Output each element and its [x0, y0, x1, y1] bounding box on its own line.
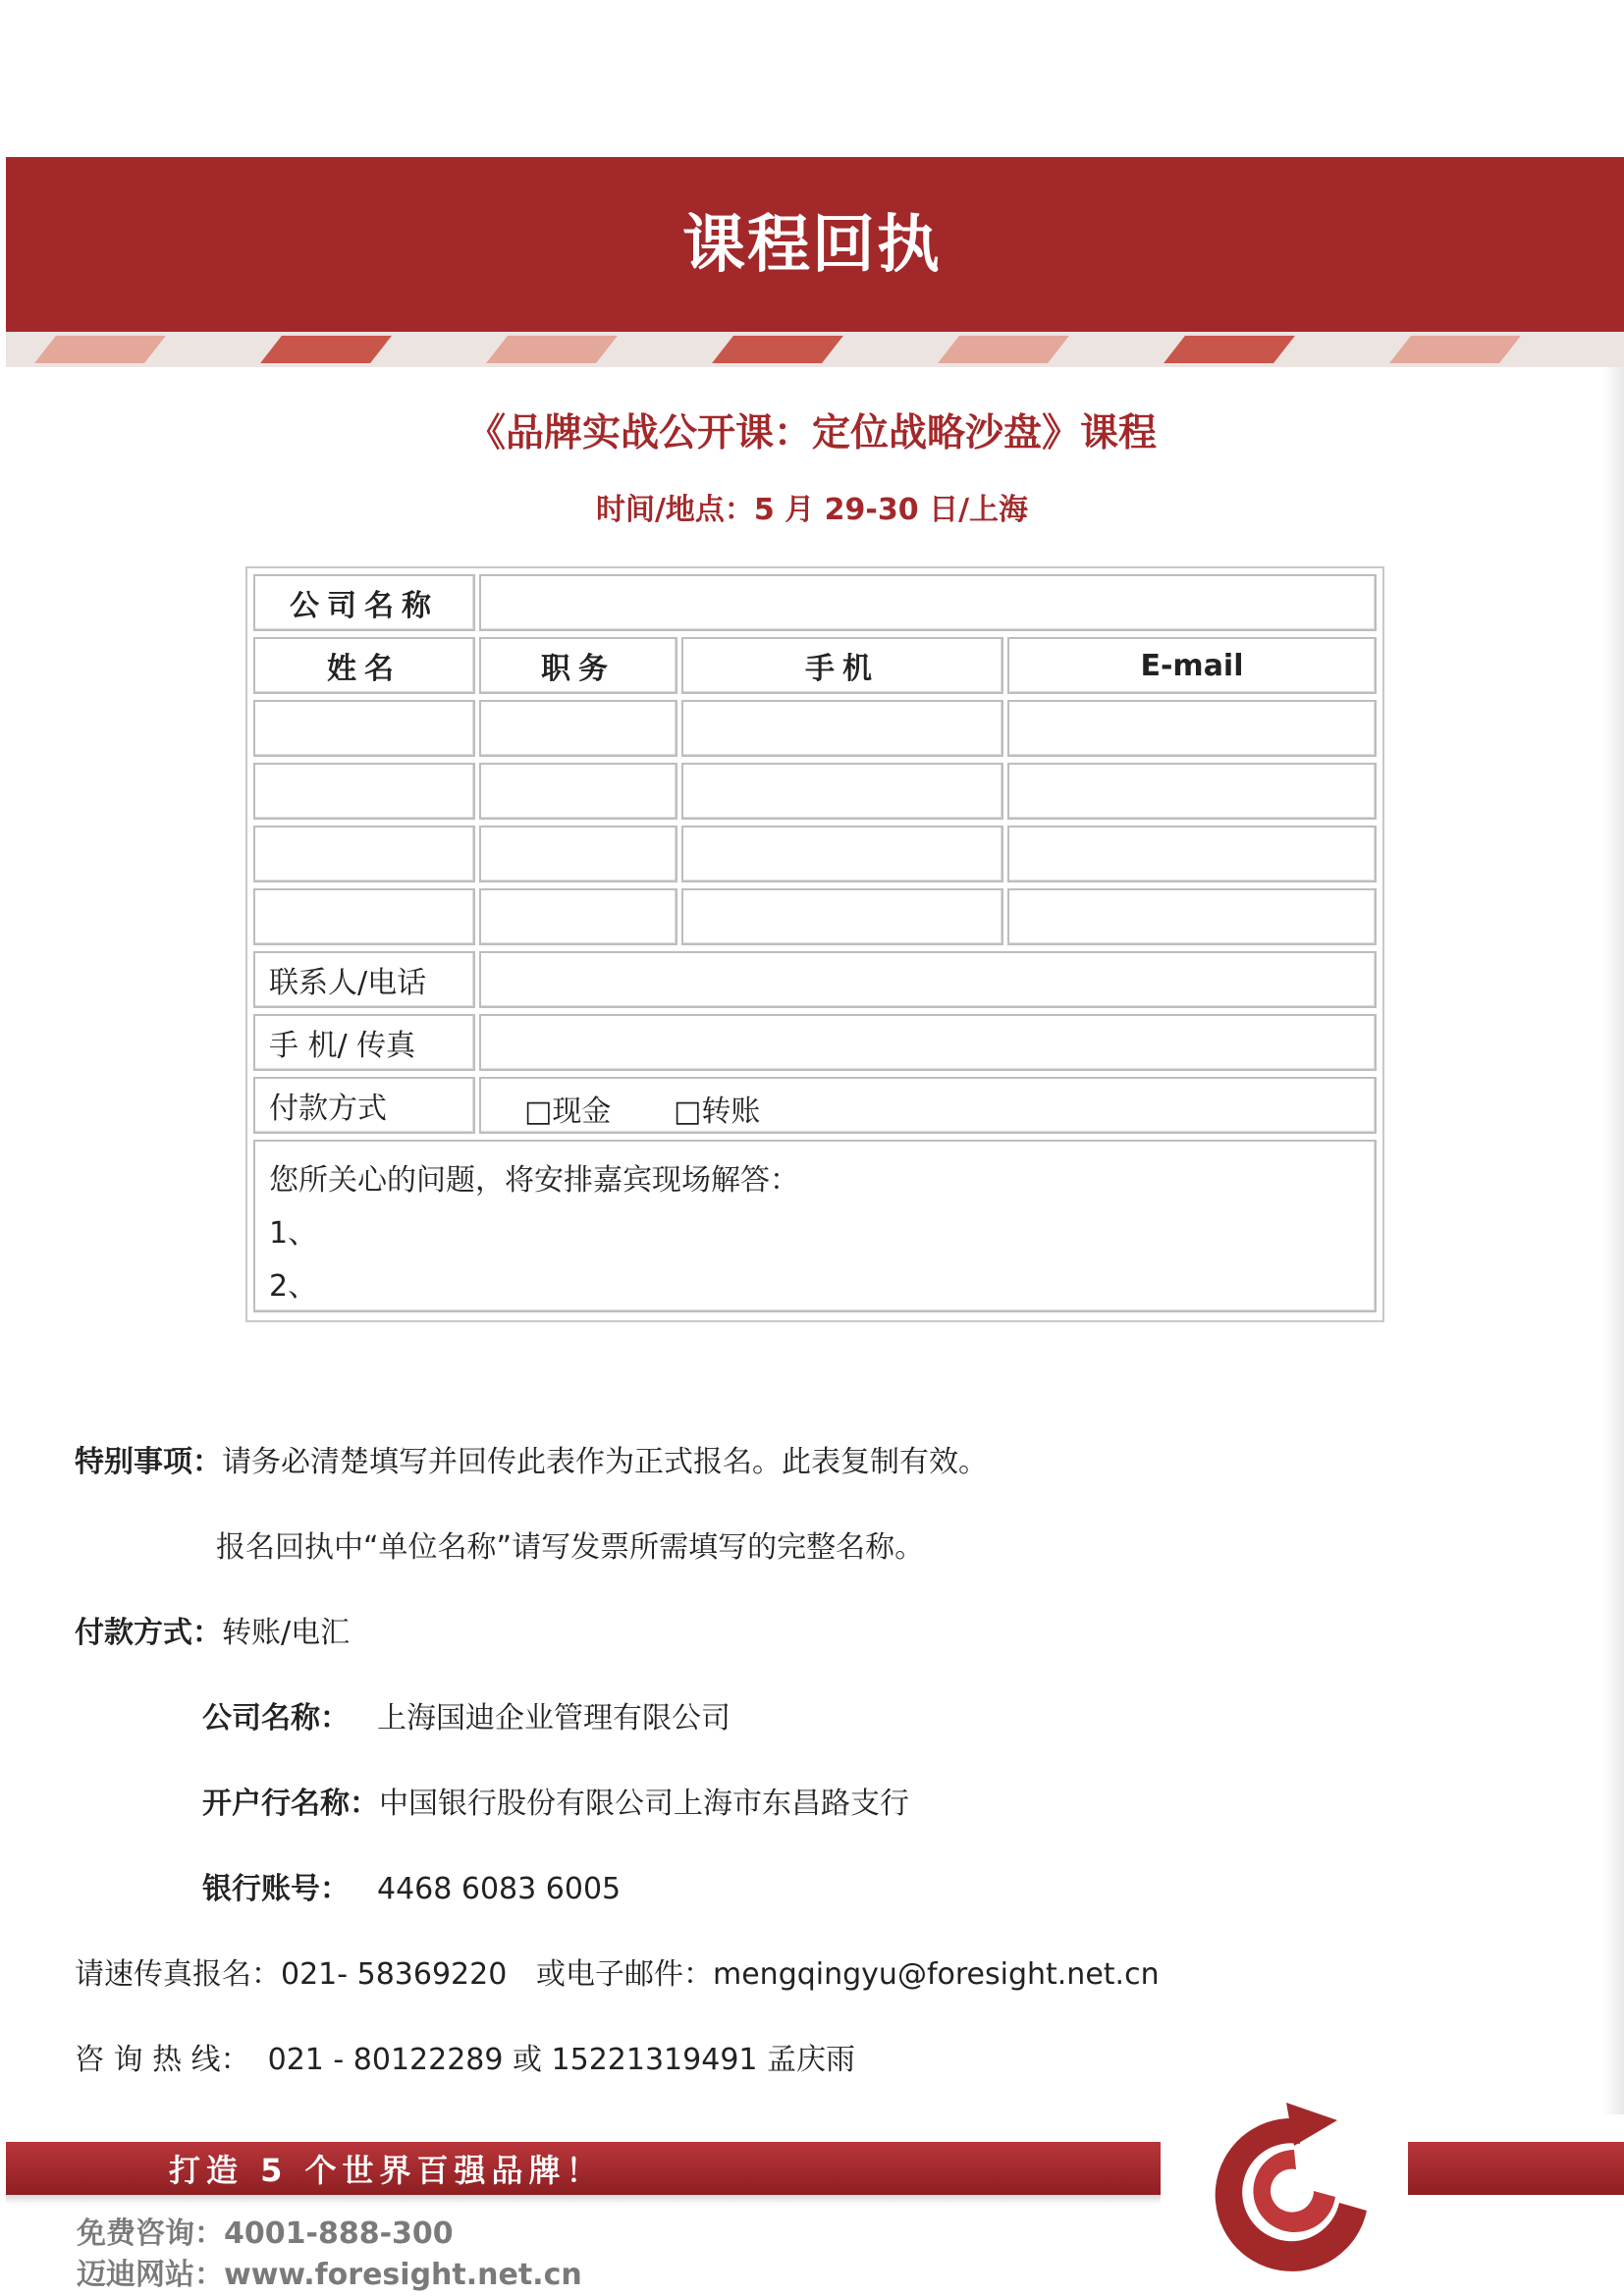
attendee-email-field[interactable] — [1007, 826, 1377, 882]
course-title: 《品牌实战公开课：定位战略沙盘》课程 — [466, 411, 1157, 455]
special-notes-text-1: 请务必清楚填写并回传此表作为正式报名。此表复制有效。 — [222, 1445, 988, 1479]
payment-info — [75, 1608, 350, 1651]
question-line-2: 2、 — [269, 1269, 318, 1304]
attendee-name-field[interactable] — [253, 826, 475, 882]
foresight-logo-icon — [1192, 2101, 1398, 2277]
company-name-field[interactable] — [479, 574, 1377, 631]
footer-website[interactable]: 迈迪网站：www.foresight.net.cn — [77, 2258, 582, 2292]
column-header-position: 职务 — [479, 637, 677, 694]
payment-info-label: 付款方式： — [75, 1616, 222, 1650]
page-title: 课程回执 — [682, 209, 942, 282]
question-line-1: 1、 — [269, 1216, 318, 1251]
attendee-position-field[interactable] — [479, 826, 677, 882]
special-notes-text-2: 报名回执中“单位名称”请写发票所需填写的完整名称。 — [216, 1530, 925, 1565]
footer-shadow — [6, 2195, 1161, 2205]
bank-account-value: 4468 6083 6005 — [377, 1872, 622, 1906]
registration-form — [245, 566, 1384, 1322]
attendee-name-field[interactable] — [253, 888, 475, 945]
attendee-mobile-field[interactable] — [681, 700, 1003, 757]
attendee-position-field[interactable] — [479, 763, 677, 820]
contact-phone-label: 联系人/电话 — [253, 951, 475, 1008]
special-notes-label: 特别事项： — [75, 1445, 222, 1479]
questions-box[interactable] — [253, 1140, 1377, 1312]
payment-option-cash[interactable]: □现金 — [524, 1095, 612, 1129]
attendee-name-field[interactable] — [253, 700, 475, 757]
contact-phone-field[interactable] — [479, 951, 1377, 1008]
stripe-segment — [712, 336, 843, 363]
payee-company-value: 上海国迪企业管理有限公司 — [377, 1701, 731, 1735]
attendee-mobile-field[interactable] — [681, 888, 1003, 945]
special-notes-line-1 — [75, 1437, 988, 1480]
bank-account-label: 银行账号： — [202, 1872, 350, 1906]
email-registration: 或电子邮件：mengqingyu@foresight.net.cn — [536, 1957, 1160, 1992]
decorative-stripe — [6, 332, 1624, 367]
payee-company-label: 公司名称： — [202, 1701, 350, 1735]
payment-info-value: 转账/电汇 — [222, 1616, 351, 1650]
attendee-email-field[interactable] — [1007, 700, 1377, 757]
footer-bar-right — [1408, 2142, 1624, 2195]
attendee-name-field[interactable] — [253, 763, 475, 820]
attendee-email-field[interactable] — [1007, 763, 1377, 820]
column-header-mobile: 手机 — [681, 637, 1003, 694]
payment-option-transfer[interactable]: □转账 — [674, 1095, 761, 1129]
footer-consult: 免费咨询：4001-888-300 — [77, 2216, 454, 2251]
bank-name — [202, 1779, 909, 1822]
stripe-segment — [938, 336, 1069, 363]
payment-method-label: 付款方式 — [253, 1077, 475, 1134]
question-prompt: 您所关心的问题，将安排嘉宾现场解答： — [269, 1163, 799, 1198]
payee-company — [202, 1693, 731, 1736]
fax-registration: 请速传真报名：021- 58369220 — [75, 1957, 508, 1992]
page-edge-shadow — [1602, 367, 1624, 2114]
stripe-segment — [34, 336, 166, 363]
attendee-email-field[interactable] — [1007, 888, 1377, 945]
footer-slogan: 打造 5 个世界百强品牌！ — [169, 2152, 604, 2189]
payment-method-options — [479, 1077, 1377, 1134]
stripe-segment — [486, 336, 618, 363]
company-name-label: 公司名称 — [253, 574, 475, 631]
bank-name-value: 中国银行股份有限公司上海市东昌路支行 — [379, 1787, 909, 1821]
stripe-segment — [1164, 336, 1295, 363]
stripe-segment — [1389, 336, 1521, 363]
hotline-value: 021 - 80122289 或 15221319491 孟庆雨 — [267, 2043, 856, 2077]
attendee-position-field[interactable] — [479, 888, 677, 945]
bank-name-label: 开户行名称： — [202, 1787, 379, 1821]
consult-hotline — [75, 2035, 855, 2078]
column-header-email: E-mail — [1007, 637, 1377, 694]
bank-account — [202, 1864, 621, 1907]
course-time-place: 时间/地点：5 月 29-30 日/上海 — [595, 493, 1029, 527]
mobile-fax-field[interactable] — [479, 1014, 1377, 1071]
attendee-mobile-field[interactable] — [681, 826, 1003, 882]
stripe-segment — [260, 336, 392, 363]
column-header-name: 姓名 — [253, 637, 475, 694]
hotline-label: 咨 询 热 线： — [75, 2043, 250, 2077]
attendee-mobile-field[interactable] — [681, 763, 1003, 820]
mobile-fax-label: 手 机/ 传真 — [253, 1014, 475, 1071]
attendee-position-field[interactable] — [479, 700, 677, 757]
